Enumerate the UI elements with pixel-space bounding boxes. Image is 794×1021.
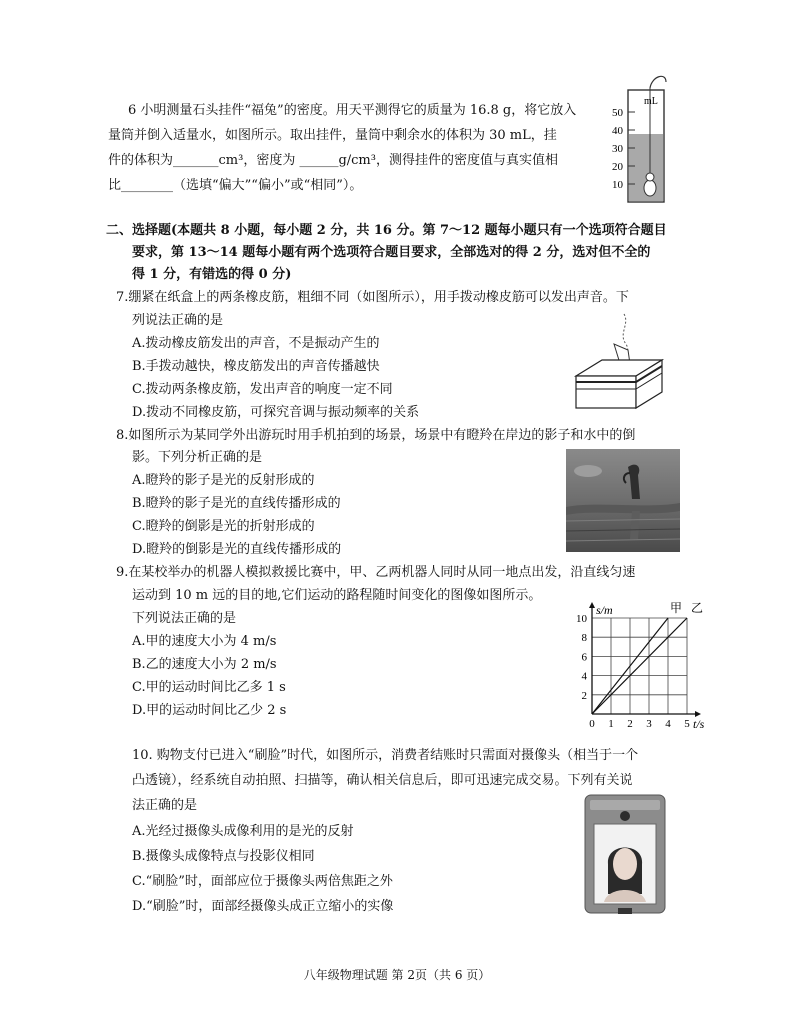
q8-line-1: 8.如图所示为某同学外出游玩时用手机拍到的场景，场景中有瞪羚在岸边的影子和水中的倒 (116, 428, 636, 443)
y-axis-label: s/m (596, 603, 613, 617)
q7-line-1: 7.绷紧在纸盒上的两条橡皮筋，粗细不同（如图所示），用手拨动橡皮筋可以发出声音。下 (116, 290, 629, 305)
q9-line-2: 运动到 10 m 远的目的地,它们运动的路程随时间变化的图像如图所示。 (132, 588, 542, 603)
q6-line-4: 比________（选填“偏大”“偏小”或“相同”）。 (108, 178, 363, 193)
y-tick-label: 4 (581, 670, 587, 683)
series-label-2: 乙 (691, 601, 704, 615)
distance-time-chart (570, 596, 710, 730)
q10-line-2: 凸透镜），经系统自动拍照、扫描等，确认相关信息后，即可迅速完成交易。下列有关说 (132, 773, 633, 788)
section-2-heading-line-2: 要求，第 13～14 题每小题有两个选项符合题目要求，全部选对的得 2 分，选对但不全的 (132, 245, 651, 260)
y-tick-label: 6 (581, 651, 587, 664)
q9-option-d: D.甲的运动时间比乙少 2 s (132, 703, 287, 718)
cylinder-unit: mL (644, 96, 658, 107)
q7-option-c: C.拨动两条橡皮筋，发出声音的响度一定不同 (132, 382, 393, 397)
series-label-1: 甲 (670, 601, 683, 615)
camera-lens-icon (620, 811, 630, 821)
q7-line-2: 列说法正确的是 (132, 313, 224, 328)
y-tick-label: 8 (581, 632, 587, 645)
q7-option-b: B.手拨动越快，橡皮筋发出的声音传播越快 (132, 359, 380, 374)
q10-option-a: A.光经过摄像头成像利用的是光的反射 (132, 824, 354, 839)
x-tick-label: 0 (589, 718, 595, 730)
cylinder-tick-30: 30 (612, 143, 623, 155)
q8-option-c: C.瞪羚的倒影是光的折射形成的 (132, 519, 315, 534)
y-tick-label: 10 (576, 613, 587, 625)
x-tick-label: 1 (608, 718, 614, 730)
x-tick-label: 5 (684, 718, 690, 730)
x-tick-label: 2 (627, 718, 633, 730)
q10-option-b: B.摄像头成像特点与投影仪相同 (132, 849, 315, 864)
q8-option-d: D.瞪羚的倒影是光的直线传播形成的 (132, 542, 342, 557)
x-tick-label: 4 (665, 718, 671, 730)
rubber-band-box-figure (570, 310, 670, 416)
q8-option-a: A.瞪羚的影子是光的反射形成的 (132, 473, 315, 488)
q7-option-a: A.拨动橡皮筋发出的声音，不是振动产生的 (132, 336, 380, 351)
cylinder-tick-40: 40 (612, 125, 623, 137)
cylinder-tick-50: 50 (612, 107, 623, 119)
q9-option-a: A.甲的速度大小为 4 m/s (132, 634, 277, 649)
x-axis-label: t/s (693, 717, 705, 730)
q10-line-1: 10. 购物支付已进入“刷脸”时代，如图所示，消费者结账时只需面对摄像头（相当于一个 (132, 748, 639, 763)
q9-option-b: B.乙的速度大小为 2 m/s (132, 657, 277, 672)
q10-line-3: 法正确的是 (132, 798, 198, 813)
cylinder-tick-20: 20 (612, 161, 623, 173)
face-icon (613, 848, 637, 880)
q6-line-1: 6 小明测量石头挂件“福兔”的密度。用天平测得它的质量为 16.8 g，将它放入 (128, 103, 577, 118)
page-footer: 八年级物理试题 第 2页（共 6 页） (303, 968, 491, 982)
gazelle-photo (566, 449, 680, 552)
series-line-2 (592, 618, 687, 714)
y-tick-label: 2 (581, 689, 587, 702)
cylinder-tick-10: 10 (612, 179, 623, 191)
q10-option-d: D.“刷脸”时，面部经摄像头成正立缩小的实像 (132, 899, 394, 914)
q8-line-2: 影。下列分析正确的是 (132, 450, 263, 465)
y-axis-arrow-icon (589, 602, 595, 608)
q9-option-c: C.甲的运动时间比乙多 1 s (132, 680, 286, 695)
q8-option-b: B.瞪羚的影子是光的直线传播形成的 (132, 496, 341, 511)
q9-line-1: 9.在某校举办的机器人模拟救援比赛中，甲、乙两机器人同时从同一地点出发，沿直线匀速 (116, 565, 636, 580)
x-tick-label: 3 (646, 718, 652, 730)
section-2-heading-line-3: 得 1 分，有错选的得 0 分) (132, 267, 292, 282)
face-payment-terminal (584, 794, 666, 916)
q9-line-3: 下列说法正确的是 (132, 611, 237, 626)
graduated-cylinder-figure (608, 70, 668, 210)
q7-option-d: D.拨动不同橡皮筋，可探究音调与振动频率的关系 (132, 405, 420, 420)
q6-line-3: 件的体积为_______cm³，密度为 ______g/cm³，测得挂件的密度值与真实值相 (108, 153, 558, 168)
section-2-heading-line-1: 二、选择题(本题共 8 小题，每小题 2 分，共 16 分。第 7～12 题每小题只有一个选项符合题目 (106, 223, 667, 238)
q6-line-2: 量筒并倒入适量水，如图所示。取出挂件，量筒中剩余水的体积为 30 mL，挂 (108, 128, 557, 143)
q10-option-c: C.“刷脸”时，面部应位于摄像头两倍焦距之外 (132, 874, 393, 889)
